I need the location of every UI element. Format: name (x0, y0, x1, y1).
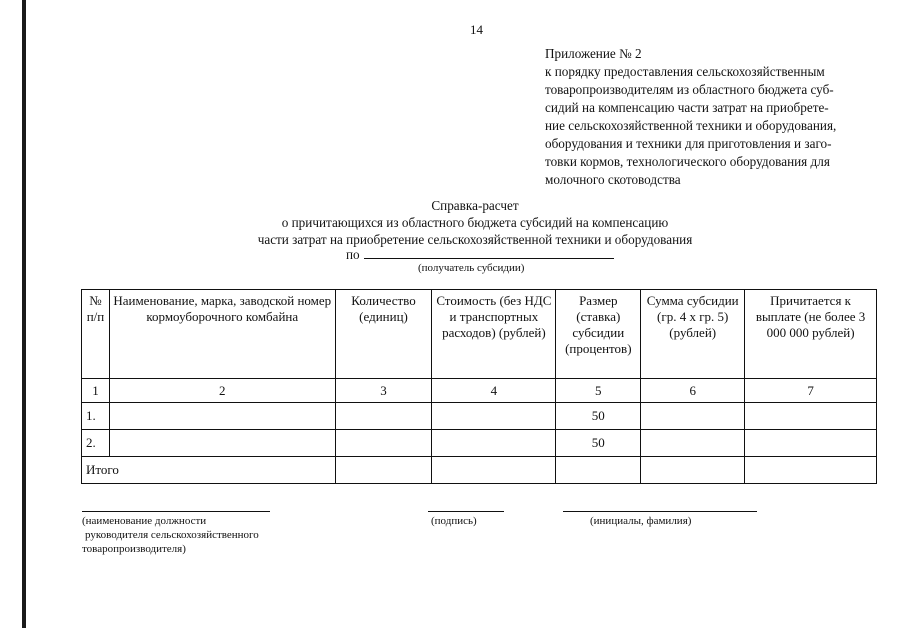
header-quantity: Количество (единиц) (335, 290, 432, 379)
table-cell (745, 457, 877, 484)
column-number: 7 (745, 379, 877, 403)
document-title (150, 197, 800, 248)
appendix-line: к порядку предоставления сельскохозяйственным (545, 64, 825, 79)
title-line: Справка-расчет (431, 198, 519, 213)
table-cell (109, 430, 335, 457)
recipient-blank (364, 246, 614, 259)
total-row (82, 457, 877, 484)
signature-caption: (подпись) (431, 515, 477, 527)
appendix-block (545, 45, 885, 189)
position-caption-line: (наименование должности (82, 515, 207, 527)
table-header-row (82, 290, 877, 379)
appendix-line: ние сельскохозяйственной техники и оборудования, (545, 118, 837, 133)
table-cell: 50 (556, 430, 641, 457)
appendix-line: сидий на компенсацию части затрат на приобрете- (545, 100, 829, 115)
table-cell (335, 403, 432, 430)
header-name: Наименование, марка, заводской номер кормоуборочного комбайна (109, 290, 335, 379)
title-line: части затрат на приобретение сельскохозяйственной техники и оборудования (257, 232, 693, 247)
position-signature-line (82, 511, 270, 512)
column-number: 3 (335, 379, 432, 403)
table-row (82, 403, 877, 430)
table-cell (432, 457, 556, 484)
header-rate: Размер (ставка) субсидии (процентов) (556, 290, 641, 379)
table-cell: 2. (82, 430, 110, 457)
appendix-line: товаропроизводителям из областного бюджета суб- (545, 82, 834, 97)
table-cell (641, 457, 745, 484)
column-number: 6 (641, 379, 745, 403)
header-cost: Стоимость (без НДС и транспортных расходов) (рублей) (432, 290, 556, 379)
table-cell: 1. (82, 403, 110, 430)
table-cell (745, 403, 877, 430)
signature-line (428, 511, 504, 512)
column-number: 2 (109, 379, 335, 403)
column-number-row (82, 379, 877, 403)
calculation-table (81, 289, 877, 484)
position-caption-line: товаропроизводителя) (82, 543, 186, 555)
appendix-line: молочного скотоводства (545, 172, 681, 187)
column-number: 4 (432, 379, 556, 403)
table-cell (641, 403, 745, 430)
appendix-heading: Приложение № 2 (545, 46, 642, 61)
header-payable: Причитается к выплате (не более 3 000 000 рублей) (745, 290, 877, 379)
table-cell (556, 457, 641, 484)
position-caption (82, 514, 259, 556)
table-cell (745, 430, 877, 457)
table-cell (641, 430, 745, 457)
table-cell (432, 430, 556, 457)
table-cell (335, 430, 432, 457)
column-number: 1 (82, 379, 110, 403)
table-cell (432, 403, 556, 430)
title-line: о причитающихся из областного бюджета субсидий на компенсацию (281, 215, 669, 230)
position-caption-line: руководителя сельскохозяйственного (85, 529, 259, 541)
name-signature-line (563, 511, 757, 512)
appendix-line: товки кормов, технологического оборудования для (545, 154, 830, 169)
header-number: № п/п (82, 290, 110, 379)
table-cell (109, 403, 335, 430)
appendix-line: оборудования и техники для приготовления и заго- (545, 136, 832, 151)
name-caption: (инициалы, фамилия) (590, 515, 692, 527)
total-label: Итого (82, 457, 336, 484)
column-number: 5 (556, 379, 641, 403)
recipient-field (346, 246, 614, 263)
header-sum: Сумма субсидии (гр. 4 х гр. 5) (рублей) (641, 290, 745, 379)
table-cell: 50 (556, 403, 641, 430)
recipient-caption: (получатель субсидии) (418, 262, 525, 274)
page-number: 14 (470, 22, 483, 37)
scan-edge (22, 0, 26, 628)
table-cell (335, 457, 432, 484)
recipient-prefix: по (346, 247, 360, 262)
table-row (82, 430, 877, 457)
